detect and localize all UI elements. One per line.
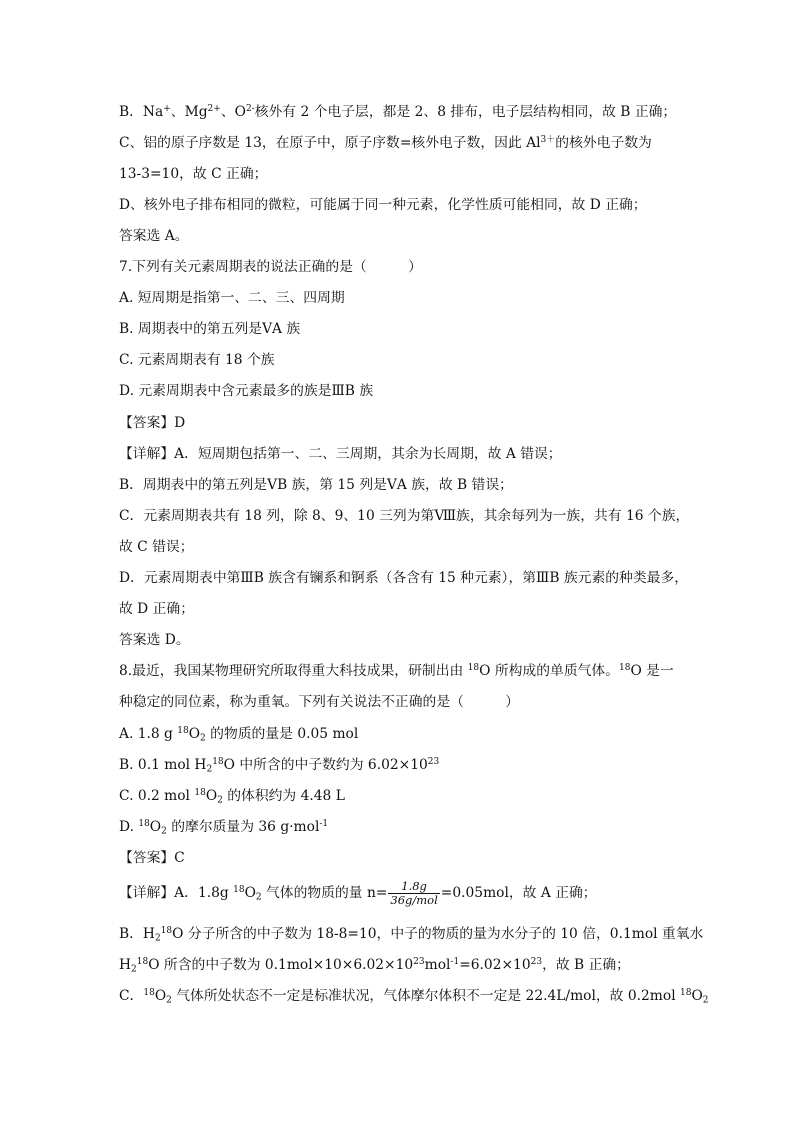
option-line: B. 0.1 mol $H_2^{18}O$ 中所含的中子数约为 $6.02\times 10^{23}$ xyxy=(119,757,440,775)
text-line: 答案选 D。 xyxy=(119,632,190,648)
fraction: $\frac{1.8g}{\text{36g/mol}}$ xyxy=(390,879,438,907)
answer-line: 【答案】C xyxy=(119,850,185,866)
text-line: C、铝的原子序数是 13，在原子中，原子序数=核外电子数，因此 $Al^{3+}$的核外电子数为 xyxy=(119,135,652,151)
question-title: 7.下列有关元素周期表的说法正确的是（ ） xyxy=(119,259,422,275)
text-line: $H_2^{18}O$ 所含的中子数为 $0.1mol\times 10\times 6.02\times 10^{23}mol^{-1}=6.02\times 10^{23}$，故 B 正确； xyxy=(119,957,630,975)
option-line: A. 短周期是指第一、二、三、四周期 xyxy=(119,290,345,306)
text-line: C．元素周期表共有 18 列，除 8、9、10 三列为第Ⅷ族，其余每列为一族，共有 16 个族， xyxy=(119,508,690,524)
text-line: D、核外电子排布相同的微粒，可能属于同一种元素，化学性质可能相同，故 D 正确； xyxy=(119,197,647,213)
text-line: 答案选 A。 xyxy=(119,228,189,244)
text-line: 故 D 正确； xyxy=(119,601,195,617)
text-line: B．$H_2^{18}O$ 分子所含的中子数为 18-8=10，中子的物质的量为水分子的 10 倍，0.1mol 重氧水 xyxy=(119,926,704,944)
text-line: C．$^{18}O_2$ 气体所处状态不一定是标准状况，气体摩尔体积不一定是 22.4L/mol，故 0.2mol $^{18}O_2$ xyxy=(119,988,709,1006)
question-title: 8.最近，我国某物理研究所取得重大科技成果，研制出由 $^{18}$O 所构成的单质气体。$^{18}$O 是一 xyxy=(119,663,674,679)
text-line: 故 C 错误； xyxy=(119,539,194,555)
option-line: D. $^{18}O_2$ 的摩尔质量为 36 g·mol$^{-1}$ xyxy=(119,819,329,837)
option-line: B. 周期表中的第五列是ⅤA 族 xyxy=(119,321,301,337)
text-line: 【详解】A．1.8g $^{18}O_2$ 气体的物质的量 n= $\frac{1.8g}{\text{36g/mol}}$ =0.05mol，故 A 正确； xyxy=(119,879,597,907)
text-line: B．Na+、$Mg^{2+}$、$O^{2-}$核外有 2 个电子层，都是 2、8 排布，电子层结构相同，故 B 正确； xyxy=(119,104,677,120)
text-line: D．元素周期表中第ⅢB 族含有镧系和锕系（各含有 15 种元素），第ⅢB 族元素的种类最多， xyxy=(119,570,689,586)
option-line: C. 元素周期表有 18 个族 xyxy=(119,352,275,368)
text-line: B．周期表中的第五列是ⅤB 族，第 15 列是ⅤA 族，故 B 错误； xyxy=(119,477,513,493)
option-line: A. 1.8 g $^{18}O_2$ 的物质的量是 0.05 mol xyxy=(119,726,359,744)
text-line: 种稳定的同位素，称为重氧。下列有关说法不正确的是（ ） xyxy=(119,694,520,710)
text-line: 13-3=10，故 C 正确； xyxy=(119,166,268,182)
option-line: C. 0.2 mol $^{18}O_2$ 的体积约为 4.48 L xyxy=(119,788,345,806)
text-line: 【详解】A．短周期包括第一、二、三周期，其余为长周期，故 A 错误； xyxy=(119,446,562,462)
answer-line: 【答案】D xyxy=(119,415,186,431)
option-line: D. 元素周期表中含元素最多的族是ⅢB 族 xyxy=(119,383,374,399)
